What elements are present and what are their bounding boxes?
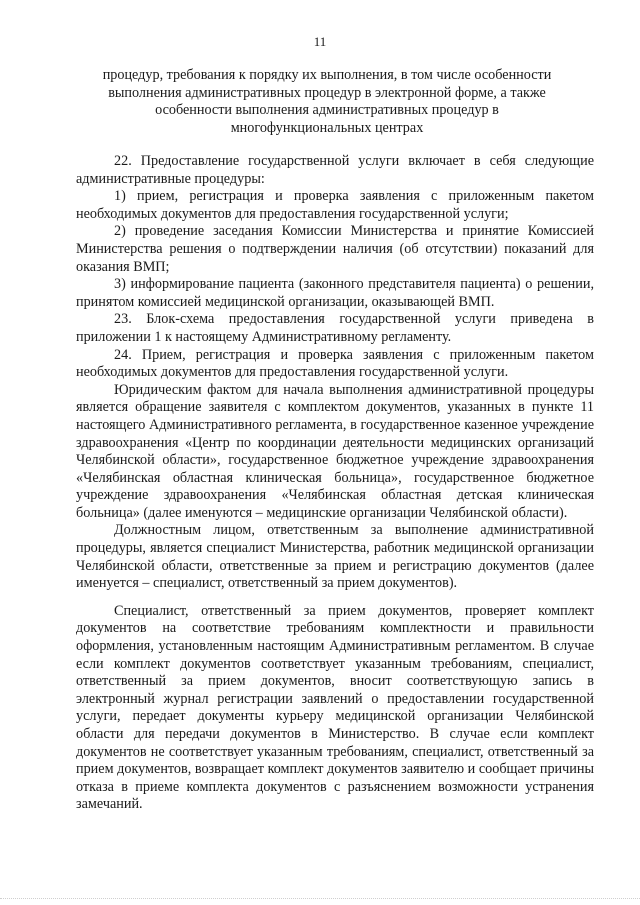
heading-line: выполнения административных процедур в электронной форме, а также [108, 84, 546, 101]
paragraph-22-item-3: 3) информирование пациента (законного представителя пациента) о решении, принятом комиссией медицинской организации, оказывающей ВМП. [76, 276, 594, 310]
heading-line: многофункциональных центрах [230, 119, 424, 136]
paragraph-document-check: Специалист, ответственный за прием документов, проверяет комплект документов на соответствие требованиям комплектности и правильности оформления, установленным настоящим Административным регламентом. В случае если комплект документов соответствует указанным требованиям, специалист, ответственный за прием документов, вносит соответствующую запись в электронный журнал регистрации заявлений о предоставлении государственной услуги, передает документы курьеру медицинской организации Челябинской области для передачи документов в Министерство. В случае если комплект документов не соответствует указанным требованиям, специалист, ответственный за прием документов, возвращает комплект документов заявителю и сообщает причины отказа в приеме комплекта документов с разъяснением возможности устранения замечаний. [76, 602, 594, 813]
paragraph-22-item-1: 1) прием, регистрация и проверка заявления с приложенным пакетом необходимых документов для предоставления государственной услуги; [76, 188, 594, 222]
section-heading [86, 67, 568, 137]
paragraph-22-item-2: 2) проведение заседания Комиссии Министерства и принятие Комиссией Министерства решения о подтверждении наличия (об отсутствии) показаний для оказания ВМП; [76, 223, 594, 275]
heading-line: особенности выполнения административных процедур в [155, 102, 499, 119]
page-number: 11 [313, 34, 327, 49]
paragraph-responsible-official: Должностным лицом, ответственным за выполнение административной процедуры, является специалист Министерства, работник медицинской организации Челябинской области, ответственные за прием и регистрацию документов (далее именуется – специалист, ответственный за прием документов). [76, 522, 594, 592]
paragraph-23: 23. Блок-схема предоставления государственной услуги приведена в приложении 1 к настоящему Административному регламенту. [76, 311, 594, 345]
page-bottom-edge [0, 898, 640, 899]
paragraph-22: 22. Предоставление государственной услуги включает в себя следующие административные процедуры: [76, 153, 594, 187]
document-body [76, 153, 594, 814]
paragraph-24: 24. Прием, регистрация и проверка заявления с приложенным пакетом необходимых документов для предоставления государственной услуги. [76, 346, 594, 381]
paragraph-legal-fact: Юридическим фактом для начала выполнения административной процедуры является обращение заявителя с комплектом документов, указанных в пункте 11 настоящего Административного регламента, в государственное казенное учреждение здравоохранения «Центр по координации деятельности медицинских организаций Челябинской области», государственное бюджетное учреждение здравоохранения «Челябинская областная клиническая больница», государственное бюджетное учреждение здравоохранения «Челябинская областная детская клиническая больница» (далее именуются – медицинские организации Челябинской области). [76, 381, 594, 521]
heading-line: процедур, требования к порядку их выполнения, в том числе особенности [102, 67, 552, 83]
